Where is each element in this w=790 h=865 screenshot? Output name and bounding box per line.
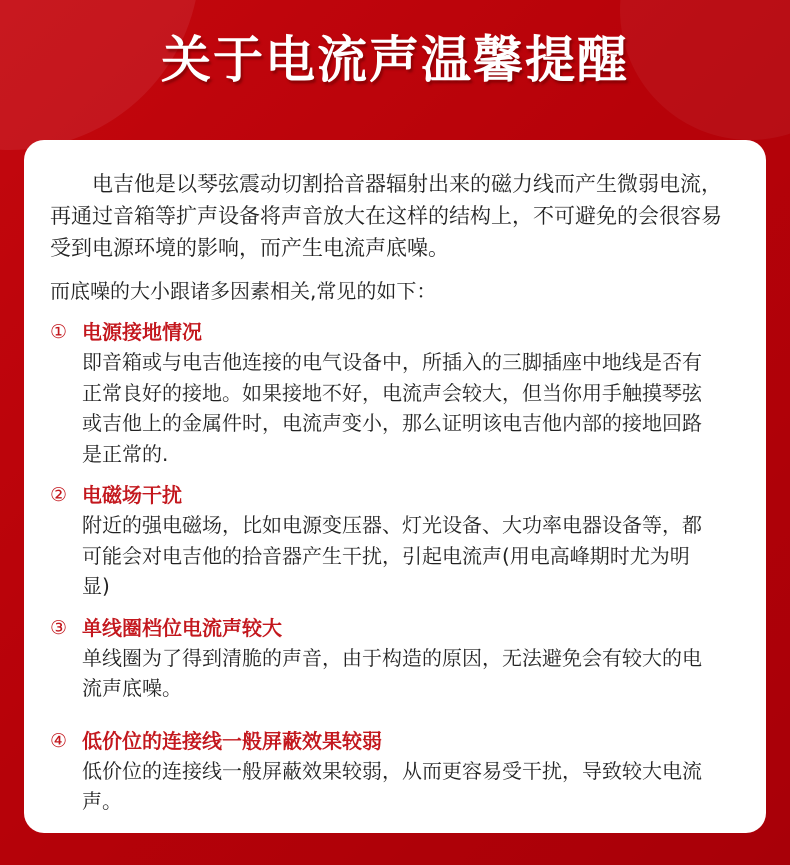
factor-item [50,317,740,469]
notice-card [24,140,766,833]
factor-body [82,613,740,704]
factor-body [82,317,740,469]
factor-number: ④ [50,729,68,752]
factor-body [82,726,740,817]
factor-description: 即音箱或与电吉他连接的电气设备中，所插入的三脚插座中地线是否有正常良好的接地。如果接地不好，电流声会较大，但当你用手触摸琴弦或吉他上的金属件时，电流声变小，那么证明该电吉他内部的接地回路是正常的. [82,350,702,466]
factor-item [50,726,740,817]
factor-body [82,480,740,602]
intro-paragraph: 电吉他是以琴弦震动切割拾音器辐射出来的磁力线而产生微弱电流，再通过音箱等扩声设备将声音放大在这样的结构上，不可避免的会很容易受到电源环境的影响，而产生电流声底噪。 [50,172,722,260]
page-title: 关于电流声温馨提醒 [161,31,629,89]
factor-title: 单线圈档位电流声较大 [82,615,282,640]
factor-item [50,480,740,602]
factor-title: 电磁场干扰 [82,483,182,507]
factors-intro: 而底噪的大小跟诸多因素相关,常见的如下： [50,279,437,303]
factor-description: 低价位的连接线一般屏蔽效果较弱，从而更容易受干扰，导致较大电流声。 [82,758,702,813]
factor-description: 单线圈为了得到清脆的声音，由于构造的原因，无法避免会有较大的电流声底噪。 [82,645,702,700]
factor-number: ① [50,321,68,343]
factor-title: 低价位的连接线一般屏蔽效果较弱 [82,728,382,753]
factor-description: 附近的强电磁场，比如电源变压器、灯光设备、大功率电器设备等，都可能会对电吉他的拾音器产生干扰，引起电流声(用电高峰期时尤为明显) [82,513,702,598]
factor-item [50,613,740,704]
factor-number: ② [50,484,68,506]
factor-title: 电源接地情况 [82,320,202,344]
factor-number: ③ [50,616,68,639]
